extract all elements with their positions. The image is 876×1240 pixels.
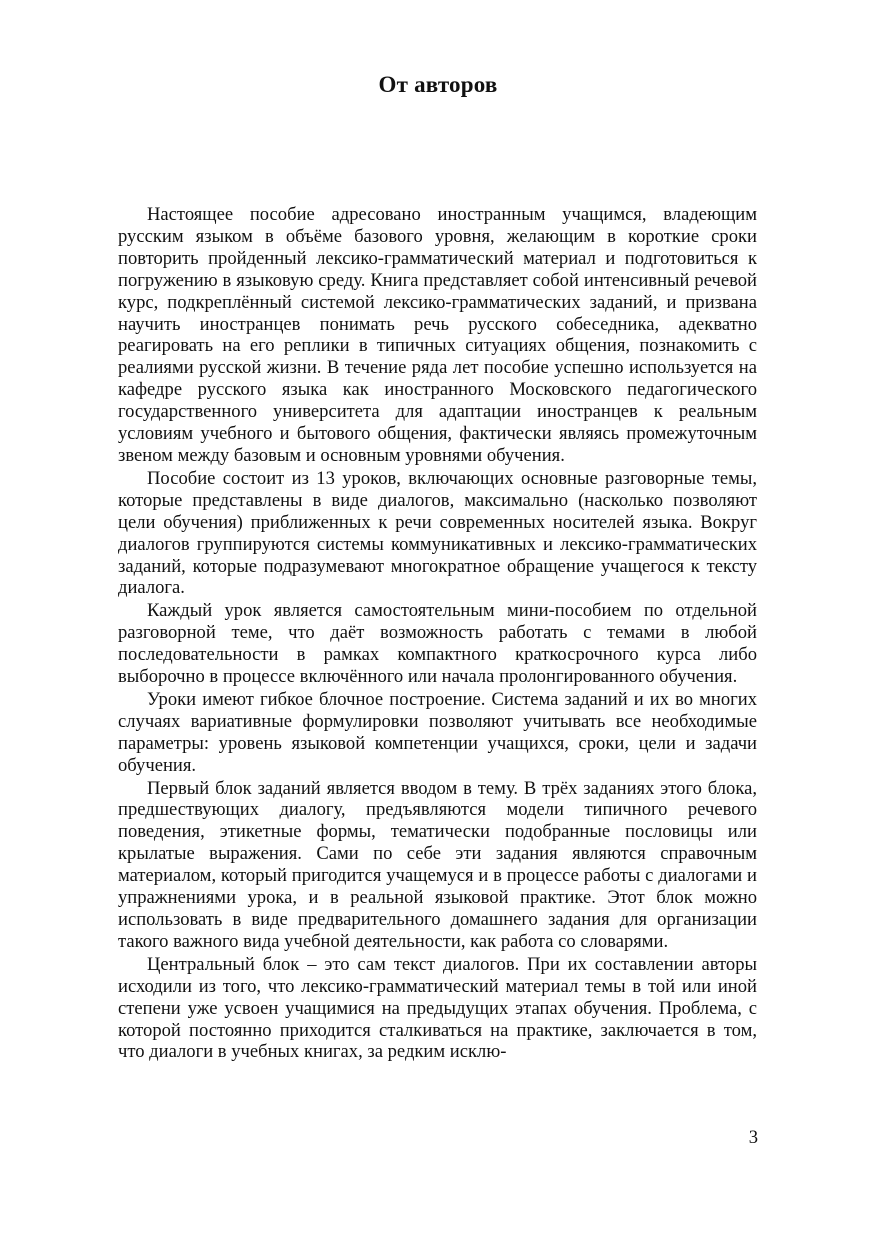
paragraph-6: Центральный блок – это сам текст диалогов. При их составлении авторы исходили из того, что лексико-грамматический материал темы в той или иной степени уже усвоен учащимися на предыдущих этапах обучения. Проблема, с которой постоянно приходится сталкиваться на практике, заключается в том, что диалоги в учебных книгах, за редким исклю- [118,953,757,1063]
paragraph-2: Пособие состоит из 13 уроков, включающих основные разговорные темы, которые представлены в виде диалогов, максимально (насколько позволяют цели обучения) приближенных к речи современных носителей языка. Вокруг диалогов группируются системы коммуникативных и лексико-грамматических заданий, которые подразумевают многократное обращение учащегося к тексту диалога. [118,467,757,599]
page-number: 3 [748,1127,758,1148]
body-text [118,204,757,1063]
paragraph-1: Настоящее пособие адресовано иностранным учащимся, владеющим русским языком в объёме базового уровня, желающим в короткие сроки повторить пройденный лексико-грамматический материал и подготовиться к погружению в языковую среду. Книга представляет собой интенсивный речевой курс, подкреплённый системой лексико-грамматических заданий, и призвана научить иностранцев понимать речь русского собеседника, адекватно реагировать на его реплики в типичных ситуациях общения, познакомить с реалиями русской жизни. В течение ряда лет пособие успешно используется на кафедре русского языка как иностранного Московского педагогического государственного университета для адаптации иностранцев к реальным условиям учебного и бытового общения, фактически являясь промежуточным звеном между базовым и основным уровнями обучения. [118,204,757,466]
paragraph-5: Первый блок заданий является вводом в тему. В трёх заданиях этого блока, предшествующих диалогу, предъявляются модели типичного речевого поведения, этикетные формы, тематически подобранные пословицы или крылатые выражения. Сами по себе эти задания являются справочным материалом, который пригодится учащемуся и в процессе работы с диалогами и упражнениями урока, и в реальной языковой практике. Этот блок можно использовать в виде предварительного домашнего задания для организации такого важного вида учебной деятельности, как работа со словарями. [118,777,757,952]
paragraph-4: Уроки имеют гибкое блочное построение. Система заданий и их во многих случаях вариативные формулировки позволяют учитывать все необходимые параметры: уровень языковой компетенции учащихся, сроки, цели и задачи обучения. [118,688,757,776]
page-title: От авторов [378,72,498,97]
paragraph-3: Каждый урок является самостоятельным мини-пособием по отдельной разговорной теме, что даёт возможность работать с темами в любой последовательности в рамках компактного краткосрочного курса либо выборочно в процессе включённого или начала пролонгированного обучения. [118,600,757,688]
